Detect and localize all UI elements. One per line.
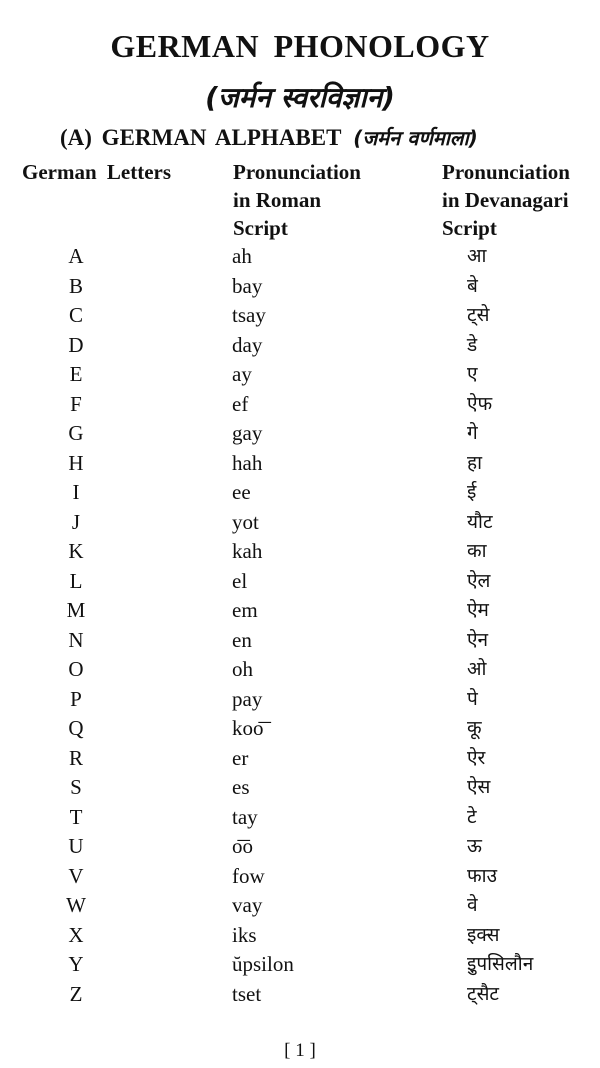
roman-pronunciation: el xyxy=(232,568,248,593)
devanagari-pronunciation: ऐफ xyxy=(467,392,493,415)
german-letter: Q xyxy=(68,716,84,740)
german-letter: P xyxy=(70,686,82,711)
table-row xyxy=(0,449,600,479)
table-row xyxy=(0,832,600,862)
devanagari-pronunciation: इक्स xyxy=(467,923,500,946)
devanagari-pronunciation: ट्सैट xyxy=(467,982,499,1005)
devanagari-pronunciation: ऊ xyxy=(467,835,482,857)
german-letter: V xyxy=(68,863,84,888)
section-heading-english: (A) GERMAN ALPHABET xyxy=(60,125,342,150)
table-row xyxy=(0,685,600,715)
table-row xyxy=(0,567,600,597)
roman-pronunciation: ef xyxy=(232,391,249,416)
section-heading-hindi: (जर्मन वर्णमाला) xyxy=(353,126,478,150)
table-row xyxy=(0,419,600,449)
roman-pronunciation: ŭpsilon xyxy=(232,952,294,976)
table-row xyxy=(0,301,600,331)
german-letter: F xyxy=(70,391,82,416)
roman-pronunciation: pay xyxy=(232,686,263,711)
roman-pronunciation: es xyxy=(232,775,250,799)
column-header-roman-line-2: in Roman xyxy=(233,188,322,212)
table-row xyxy=(0,360,600,390)
devanagari-pronunciation: गे xyxy=(467,422,478,444)
devanagari-pronunciation: ट्से xyxy=(467,304,490,326)
roman-pronunciation: o͞o xyxy=(232,834,253,858)
roman-pronunciation: bay xyxy=(232,273,263,298)
roman-pronunciation: iks xyxy=(232,922,257,947)
roman-pronunciation: hah xyxy=(232,450,263,475)
table-row xyxy=(0,390,600,420)
german-letter: X xyxy=(68,922,84,947)
devanagari-pronunciation: ऐल xyxy=(467,569,491,592)
devanagari-pronunciation: ए xyxy=(467,363,478,385)
column-header-roman-line-1: Pronunciation xyxy=(233,160,361,184)
devanagari-pronunciation: ई xyxy=(467,481,477,503)
table-row xyxy=(0,331,600,361)
roman-pronunciation: gay xyxy=(232,421,263,445)
devanagari-pronunciation: ऐम xyxy=(467,599,489,621)
german-letter: D xyxy=(68,332,84,357)
german-letter: G xyxy=(68,421,84,445)
table-row xyxy=(0,862,600,892)
roman-pronunciation: kah xyxy=(232,539,263,563)
german-letter: I xyxy=(72,480,80,504)
german-letter: E xyxy=(69,362,83,386)
roman-pronunciation: vay xyxy=(232,893,263,917)
german-letter: Y xyxy=(68,952,84,976)
roman-pronunciation: oh xyxy=(232,657,253,681)
roman-pronunciation: en xyxy=(232,627,252,652)
table-row xyxy=(0,508,600,538)
table-row xyxy=(0,803,600,833)
devanagari-pronunciation: ऐन xyxy=(467,628,489,651)
roman-pronunciation: er xyxy=(232,745,249,770)
roman-pronunciation: ee xyxy=(232,480,251,504)
roman-pronunciation: fow xyxy=(232,863,265,888)
german-letter: S xyxy=(70,775,82,799)
devanagari-pronunciation: कू xyxy=(467,717,482,739)
german-letter: W xyxy=(66,893,86,917)
column-header-roman-line-3: Script xyxy=(233,216,288,240)
table-row xyxy=(0,478,600,508)
roman-pronunciation: ay xyxy=(232,362,252,386)
german-letter: R xyxy=(68,745,83,770)
column-header-letters-line: German Letters xyxy=(22,160,172,184)
section-heading xyxy=(60,124,478,151)
table-row xyxy=(0,714,600,744)
devanagari-pronunciation: डे xyxy=(467,333,478,356)
column-header-letters xyxy=(22,158,171,186)
german-letter: U xyxy=(68,834,84,858)
roman-pronunciation: tsay xyxy=(232,303,266,327)
roman-pronunciation: koo͞ xyxy=(232,716,264,740)
page-title: GERMAN PHONOLOGY xyxy=(110,28,490,64)
devanagari-pronunciation: आ xyxy=(467,245,487,267)
table-row xyxy=(0,950,600,980)
table-row xyxy=(0,655,600,685)
devanagari-pronunciation: वे xyxy=(467,894,478,916)
roman-pronunciation: em xyxy=(232,598,258,622)
devanagari-pronunciation: हा xyxy=(467,451,483,474)
roman-pronunciation: yot xyxy=(232,509,259,534)
roman-pronunciation: tset xyxy=(232,981,262,1006)
page-number: [ 1 ] xyxy=(284,1040,316,1061)
table-row xyxy=(0,921,600,951)
table-row xyxy=(0,980,600,1010)
devanagari-pronunciation: ऐस xyxy=(467,776,491,798)
column-header-roman xyxy=(233,158,361,242)
german-letter: B xyxy=(68,273,83,298)
column-header-devanagari-line-3: Script xyxy=(442,216,497,240)
column-header-devanagari-line-1: Pronunciation xyxy=(442,160,570,184)
german-letter: L xyxy=(69,568,83,593)
table-row xyxy=(0,744,600,774)
german-letter: A xyxy=(68,244,84,268)
roman-pronunciation: tay xyxy=(232,804,258,829)
german-letter: K xyxy=(68,539,84,563)
german-letter: T xyxy=(69,804,83,829)
devanagari-pronunciation: ओ xyxy=(467,658,487,680)
column-header-devanagari-line-2: in Devanagari xyxy=(442,188,569,212)
table-row xyxy=(0,272,600,302)
german-letter: N xyxy=(68,627,84,652)
german-letter: H xyxy=(68,450,84,475)
table-row xyxy=(0,596,600,626)
table-row xyxy=(0,242,600,272)
table-row xyxy=(0,773,600,803)
column-header-devanagari xyxy=(442,158,570,242)
table-row xyxy=(0,891,600,921)
german-letter: C xyxy=(68,303,83,327)
devanagari-pronunciation: फाउ xyxy=(467,864,497,887)
roman-pronunciation: ah xyxy=(232,244,252,268)
roman-pronunciation: day xyxy=(232,332,263,357)
devanagari-pronunciation: टे xyxy=(467,805,477,828)
devanagari-pronunciation: इुपसिलौन xyxy=(467,953,534,975)
devanagari-pronunciation: बे xyxy=(467,274,478,297)
page-subtitle-hindi: (जर्मन स्वरविज्ञान) xyxy=(205,81,395,114)
devanagari-pronunciation: ऐर xyxy=(467,746,486,769)
table-row xyxy=(0,626,600,656)
alphabet-table xyxy=(0,242,600,1009)
table-row xyxy=(0,537,600,567)
devanagari-pronunciation: का xyxy=(467,540,487,562)
german-letter: M xyxy=(66,598,86,622)
german-letter: J xyxy=(71,509,81,534)
devanagari-pronunciation: यौट xyxy=(467,510,493,533)
german-letter: Z xyxy=(69,981,83,1006)
devanagari-pronunciation: पे xyxy=(467,687,478,710)
german-letter: O xyxy=(68,657,84,681)
